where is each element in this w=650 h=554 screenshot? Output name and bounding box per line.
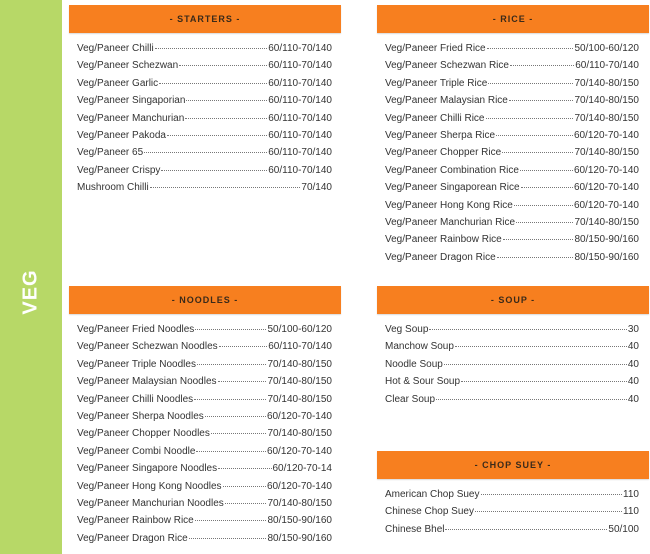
item-name: Veg/Paneer Schezwan Rice <box>385 60 509 72</box>
dot-leader <box>159 83 267 84</box>
item-price: 80/150-90/160 <box>267 532 332 544</box>
item-name: Mushroom Chilli <box>77 182 149 194</box>
menu-item <box>377 506 639 523</box>
item-price: 60/110-70/140 <box>268 147 332 159</box>
dot-leader <box>150 187 301 188</box>
noodles-list <box>69 324 341 550</box>
item-name: Noodle Soup <box>385 358 443 370</box>
menu-item <box>377 60 639 77</box>
item-name: Clear Soup <box>385 393 436 405</box>
item-name: Veg/Paneer Chopper Rice <box>385 147 502 159</box>
item-name: Veg/Paneer Manchurian Noodles <box>77 497 224 509</box>
item-price: 60/120-70-140 <box>573 199 639 211</box>
soup-list <box>377 324 649 411</box>
item-name: Veg/Paneer Rainbow Rice <box>385 234 502 246</box>
menu-item <box>69 341 332 358</box>
item-name: Veg/Paneer Combi Noodle <box>77 445 196 457</box>
dot-leader <box>521 187 573 188</box>
item-price: 40 <box>627 341 639 353</box>
item-name: Veg/Paneer Crispy <box>77 164 161 176</box>
dot-leader <box>497 257 574 258</box>
menu-item <box>377 217 639 234</box>
dot-leader <box>461 381 627 382</box>
dot-leader <box>444 364 627 365</box>
dot-leader <box>218 381 267 382</box>
item-price: 80/150-90/160 <box>267 515 332 527</box>
menu-item <box>377 182 639 199</box>
dot-leader <box>509 100 574 101</box>
menu-item <box>69 359 332 376</box>
menu-item <box>69 533 332 550</box>
item-price: 60/110-70/140 <box>268 112 332 124</box>
menu-item <box>377 165 639 182</box>
dot-leader <box>205 416 266 417</box>
rice-list <box>377 43 649 269</box>
item-name: Veg/Paneer Chilli <box>77 43 154 54</box>
dot-leader <box>475 511 622 512</box>
chopsuey-list <box>377 489 649 541</box>
menu-item <box>69 60 332 77</box>
item-price: 60/110-70/140 <box>268 341 332 353</box>
item-price: 80/150-90/160 <box>574 234 639 246</box>
menu-item <box>69 376 332 393</box>
menu-item <box>69 411 332 428</box>
dot-leader <box>510 65 574 66</box>
item-name: Veg/Paneer Manchurian <box>77 112 185 124</box>
menu-item <box>69 446 332 463</box>
chopsuey-section <box>377 451 649 541</box>
dot-leader <box>502 152 573 153</box>
menu-item <box>377 95 639 112</box>
item-name: Veg/Paneer Sherpa Rice <box>385 129 496 141</box>
starters-section <box>69 5 341 200</box>
menu-item <box>377 130 639 147</box>
item-price: 70/140-80/150 <box>574 95 639 107</box>
item-name: Chinese Bhel <box>385 523 445 535</box>
item-name: Veg/Paneer Fried Noodles <box>77 324 195 335</box>
menu-item <box>377 234 639 251</box>
menu-item <box>69 498 332 515</box>
item-price: 70/140-80/150 <box>267 358 332 370</box>
menu-item <box>69 43 332 60</box>
dot-leader <box>436 399 627 400</box>
menu-item <box>69 182 332 199</box>
item-name: Veg/Paneer Triple Rice <box>385 77 488 89</box>
noodles-header: - NOODLES - <box>69 286 341 314</box>
item-name: Veg/Paneer Chilli Rice <box>385 112 485 124</box>
veg-label: VEG <box>19 269 42 315</box>
menu-item <box>69 130 332 147</box>
item-name: Veg/Paneer Pakoda <box>77 129 166 141</box>
item-name: Hot & Sour Soup <box>385 376 461 388</box>
item-price: 60/120-70-140 <box>573 182 639 194</box>
dot-leader <box>167 135 267 136</box>
dot-leader <box>186 100 267 101</box>
item-price: 60/110-70/140 <box>268 43 332 54</box>
menu-item <box>69 515 332 532</box>
dot-leader <box>196 451 266 452</box>
item-name: Manchow Soup <box>385 341 454 353</box>
menu-item <box>377 394 639 411</box>
dot-leader <box>189 538 267 539</box>
item-name: Veg/Paneer Dragon Rice <box>77 532 188 544</box>
item-name: Veg/Paneer Schezwan Noodles <box>77 341 218 353</box>
item-name: Veg/Paneer Garlic <box>77 77 159 89</box>
menu-item <box>69 481 332 498</box>
starters-list <box>69 43 341 200</box>
dot-leader <box>223 486 266 487</box>
item-price: 60/110-70/140 <box>268 95 332 107</box>
item-price: 60/120-70-14 <box>272 463 332 475</box>
item-price: 70/140-80/150 <box>574 147 639 159</box>
menu-item <box>377 341 639 358</box>
item-name: Veg/Paneer Malaysian Noodles <box>77 376 217 388</box>
dot-leader <box>481 494 623 495</box>
dot-leader <box>516 222 573 223</box>
item-price: 110 <box>623 489 639 500</box>
item-name: American Chop Suey <box>385 489 480 500</box>
dot-leader <box>455 346 627 347</box>
item-price: 60/120-70-140 <box>266 410 332 422</box>
item-price: 70/140-80/150 <box>574 112 639 124</box>
menu-item <box>377 78 639 95</box>
item-price: 70/140 <box>301 182 332 194</box>
item-name: Veg/Paneer Hong Kong Noodles <box>77 480 222 492</box>
dot-leader <box>520 170 573 171</box>
menu-item <box>69 165 332 182</box>
item-name: Veg/Paneer Sherpa Noodles <box>77 410 204 422</box>
rice-header: - RICE - <box>377 5 649 33</box>
veg-sidebar <box>0 0 62 554</box>
dot-leader <box>194 399 266 400</box>
menu-item <box>377 359 639 376</box>
item-name: Veg/Paneer Chopper Noodles <box>77 428 210 440</box>
item-price: 70/140-80/150 <box>267 393 332 405</box>
menu-item <box>69 394 332 411</box>
dot-leader <box>197 364 267 365</box>
dot-leader <box>219 346 268 347</box>
menu-item <box>69 324 332 341</box>
menu-item <box>377 524 639 541</box>
item-name: Veg/Paneer Schezwan <box>77 60 179 72</box>
menu-item <box>377 200 639 217</box>
menu-item <box>377 324 639 341</box>
menu-item <box>69 428 332 445</box>
menu-item <box>377 113 639 130</box>
item-price: 60/110-70/140 <box>268 60 332 72</box>
dot-leader <box>179 65 267 66</box>
chopsuey-header: - CHOP SUEY - <box>377 451 649 479</box>
dot-leader <box>218 468 271 469</box>
item-price: 40 <box>627 393 639 405</box>
item-price: 70/140-80/150 <box>267 376 332 388</box>
item-price: 40 <box>627 376 639 388</box>
menu-item <box>69 78 332 95</box>
dot-leader <box>195 329 266 330</box>
item-price: 60/110-70/140 <box>268 164 332 176</box>
item-name: Veg/Paneer Fried Rice <box>385 43 486 54</box>
item-price: 70/140-80/150 <box>574 216 639 228</box>
dot-leader <box>161 170 267 171</box>
dot-leader <box>155 48 268 49</box>
dot-leader <box>496 135 573 136</box>
menu-item <box>377 147 639 164</box>
menu-item <box>69 463 332 480</box>
menu-item <box>377 43 639 60</box>
item-price: 40 <box>627 358 639 370</box>
dot-leader <box>429 329 627 330</box>
item-name: Veg/Paneer Singaporean Rice <box>385 182 520 194</box>
item-price: 30 <box>627 324 639 335</box>
dot-leader <box>488 83 573 84</box>
item-price: 50/100 <box>608 523 639 535</box>
item-name: Veg Soup <box>385 324 429 335</box>
dot-leader <box>503 239 574 240</box>
item-name: Chinese Chop Suey <box>385 506 474 518</box>
item-name: Veg/Paneer Manchurian Rice <box>385 216 516 228</box>
menu-item <box>69 147 332 164</box>
starters-header: - STARTERS - <box>69 5 341 33</box>
item-name: Veg/Paneer Malaysian Rice <box>385 95 508 107</box>
dot-leader <box>487 48 574 49</box>
rice-section <box>377 5 649 269</box>
item-name: Veg/Paneer Chilli Noodles <box>77 393 194 405</box>
dot-leader <box>144 152 267 153</box>
dot-leader <box>514 205 573 206</box>
dot-leader <box>486 118 574 119</box>
soup-section <box>377 286 649 411</box>
item-price: 50/100-60/120 <box>574 43 639 54</box>
item-name: Veg/Paneer 65 <box>77 147 144 159</box>
item-price: 60/120-70-140 <box>573 164 639 176</box>
item-price: 60/120-70-140 <box>266 480 332 492</box>
menu-item <box>377 376 639 393</box>
dot-leader <box>445 529 607 530</box>
item-name: Veg/Paneer Combination Rice <box>385 164 519 176</box>
menu-item <box>377 489 639 506</box>
soup-header: - SOUP - <box>377 286 649 314</box>
dot-leader <box>185 118 267 119</box>
item-name: Veg/Paneer Singapore Noodles <box>77 463 218 475</box>
item-price: 60/120-70-140 <box>266 445 332 457</box>
dot-leader <box>225 503 267 504</box>
item-name: Veg/Paneer Rainbow Rice <box>77 515 194 527</box>
menu-item <box>69 95 332 112</box>
dot-leader <box>195 520 267 521</box>
item-name: Veg/Paneer Triple Noodles <box>77 358 196 370</box>
item-price: 70/140-80/150 <box>267 428 332 440</box>
item-price: 60/120-70-140 <box>573 129 639 141</box>
item-price: 60/110-70/140 <box>268 129 332 141</box>
menu-item <box>377 252 639 269</box>
item-name: Veg/Paneer Dragon Rice <box>385 251 496 263</box>
item-name: Veg/Paneer Singaporian <box>77 95 186 107</box>
item-price: 80/150-90/160 <box>574 251 639 263</box>
noodles-section <box>69 286 341 550</box>
item-price: 60/110-70/140 <box>575 60 639 72</box>
item-price: 70/140-80/150 <box>267 497 332 509</box>
item-name: Veg/Paneer Hong Kong Rice <box>385 199 513 211</box>
item-price: 50/100-60/120 <box>267 324 332 335</box>
item-price: 70/140-80/150 <box>574 77 639 89</box>
dot-leader <box>211 433 267 434</box>
item-price: 110 <box>623 506 639 518</box>
menu-item <box>69 113 332 130</box>
item-price: 60/110-70/140 <box>268 77 332 89</box>
